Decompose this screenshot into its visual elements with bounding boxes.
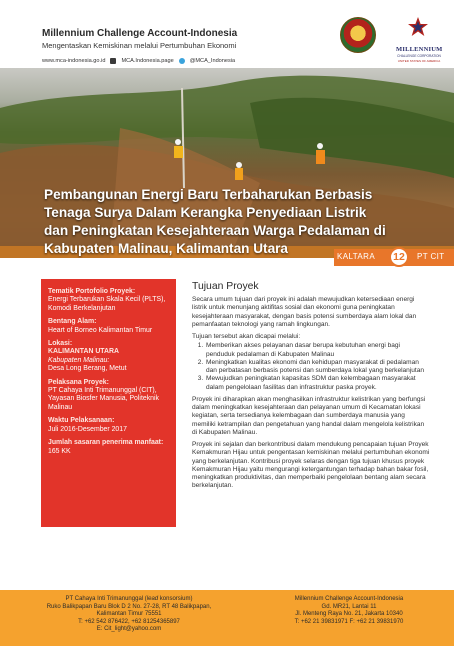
organization-tagline: Mengentaskan Kemiskinan melalui Pertumbuhan Ekonomi: [42, 41, 237, 50]
paragraph-expected-outcome: Proyek ini diharapkan akan menghasilkan infrastruktur kelistrikan yang berfungsi dalam meningkatkan kesejahteraan dan pelayanan umum di Kecamatan lokasi kegiatan, serta tersedianya kelembagaan dan sumberdaya manusia yang memiliki ketrampilan dan pengetahuan yang handal dalam mengelola kelistrikan di Kabupaten Malinau.: [192, 395, 426, 436]
hero-photo: [0, 68, 454, 258]
mca-name: Millennium Challenge Account-Indonesia: [294, 596, 404, 602]
star-icon: [407, 16, 429, 38]
paragraph-alignment: Proyek ini sejalan dan berkontribusi dalam mendukung pencapaian tujuan Proyek Kemakmuran Hijau untuk pengentasan kemiskinan melalui pertumbuhan ekonomi yang berkelanjutan. Kontribusi proyek selaras dengan tiga tujuan khusus proyek Kemakmuran Hijau yaitu mengurangi ketergantungan terhadap bahan bakar fosil, meningkatkan produktivitas, dan memperbaiki pengelolaan bentang alam secara berkelanjutan.: [192, 441, 430, 490]
project-description: [192, 281, 430, 491]
mcc-logo-line2: CHALLENGE CORPORATION: [397, 54, 441, 58]
implementer-address-2: Kalimantan Timur 75551: [96, 611, 162, 618]
regional-seal-logo: [340, 17, 376, 53]
goal-item: 3. Mewujudkan peningkatan kapasitas SDM dan kelembagaan masyarakat dalam pengelolaan fasilitas dan infrastruktur paska proyek.: [205, 375, 430, 392]
mca-address-1: Gd. MR21, Lantai 11: [321, 603, 377, 610]
project-title: Pembangunan Energi Baru Terbaharukan Berbasis Tenaga Surya Dalam Kerangka Penyediaan Listrik dan Peningkatan Kesejahteraan Warga Pedalaman di Kabupaten Malinau, Kalimantan Utara: [44, 187, 386, 256]
partner-code: PT CIT: [417, 252, 445, 261]
implementer-email[interactable]: E: Cit_light@yahoo.com: [96, 626, 162, 633]
landscape-value: Heart of Borneo Kalimantan Timur: [48, 326, 153, 334]
location-village: Desa Long Berang, Metut: [48, 365, 127, 373]
facebook-link[interactable]: MCA.Indonesia.page: [121, 58, 174, 64]
organization-name: Millennium Challenge Account-Indonesia: [42, 28, 238, 39]
twitter-link[interactable]: @MCA_Indonesia: [189, 58, 236, 64]
twitter-icon: [179, 58, 185, 64]
location-district: Kabupaten Malinau:: [48, 356, 110, 364]
portfolio-value: Energi Terbarukan Skala Kecil (PLTS), Komodi Berkelanjutan: [48, 296, 166, 312]
region-label: KALTARA: [337, 252, 376, 261]
beneficiary-label: Jumlah sasaran penerima manfaat:: [48, 439, 164, 447]
section-heading: Tujuan Proyek: [192, 281, 259, 292]
mca-phone: T: +62 21 39831971 F: +62 21 39831970: [294, 618, 404, 625]
mca-address-2: Jl. Menteng Raya No. 21, Jakarta 10340: [295, 611, 403, 618]
goal-item: 1. Memberikan akses pelayanan dasar berupa kebutuhan energi bagi penduduk pedalaman di Kabupaten Malinau: [205, 342, 430, 359]
implementer-name: [24, 596, 234, 604]
goals-list: [192, 342, 430, 392]
mcc-logo: [396, 16, 442, 64]
implementer-label: Pelaksana Proyek:: [48, 378, 109, 386]
beneficiary-value: 165 KK: [48, 447, 71, 455]
paragraph-intro: Secara umum tujuan dari proyek ini adalah mewujudkan ketersediaan energi listrik untuk menunjang aktifitas sosial dan ekonomi guna peningkatan kesejahteraan masyarakat, dengan basis potensi sumberdaya alam lokal dan pemanfaatan teknologi yang ramah lingkungan.: [192, 296, 417, 328]
implementer-value: PT Cahaya Inti Trimanunggal (CIT), Yayasan Biosfer Manusia, Politeknik Malinau: [48, 387, 159, 411]
footer: [0, 590, 454, 646]
project-number-circle: [389, 247, 409, 267]
time-value: Juli 2016-Desember 2017: [48, 425, 127, 433]
implementer-name-italic: lead: [146, 596, 159, 602]
project-number: 12: [393, 251, 405, 263]
time-label: Waktu Pelaksanaan:: [48, 417, 115, 425]
goal-item: 2. Meningkatkan kualitas ekonomi dan kehidupan masyarakat di pedalaman dan perbatasan berbasis potensi dan sumberdaya lokal yang berkelanjutan: [205, 359, 430, 376]
website-link[interactable]: www.mca-indonesia.go.id: [42, 58, 106, 64]
landscape-label: Bentang Alam:: [48, 318, 97, 326]
region-badge: [334, 249, 454, 266]
implementer-address-1: Ruko Balikpapan Baru Blok D 2 No. 27-28, RT 48 Balikpapan,: [46, 603, 212, 610]
paragraph-goals-lead: Tujuan tersebut akan dicapai melalui:: [192, 333, 301, 340]
project-info-panel: [41, 279, 176, 527]
location-province: KALIMANTAN UTARA: [48, 348, 119, 356]
facebook-icon: [110, 58, 116, 64]
portfolio-label: Tematik Portofolio Proyek:: [48, 288, 136, 295]
implementer-name-start: PT Cahaya Inti Trimanunggal (: [65, 596, 147, 602]
mca-contact: [244, 596, 454, 626]
implementer-name-end: konsorsium): [158, 596, 193, 602]
header: [0, 0, 454, 68]
mcc-logo-line3: UNITED STATES OF AMERICA: [397, 59, 441, 63]
mcc-logo-line1: MILLENNIUM: [396, 46, 443, 53]
implementer-phone: T: +62 542 876422, +62 81254365897: [78, 618, 180, 625]
implementer-contact: [24, 596, 234, 634]
location-label: Lokasi:: [48, 340, 73, 348]
contact-links: [42, 58, 235, 64]
